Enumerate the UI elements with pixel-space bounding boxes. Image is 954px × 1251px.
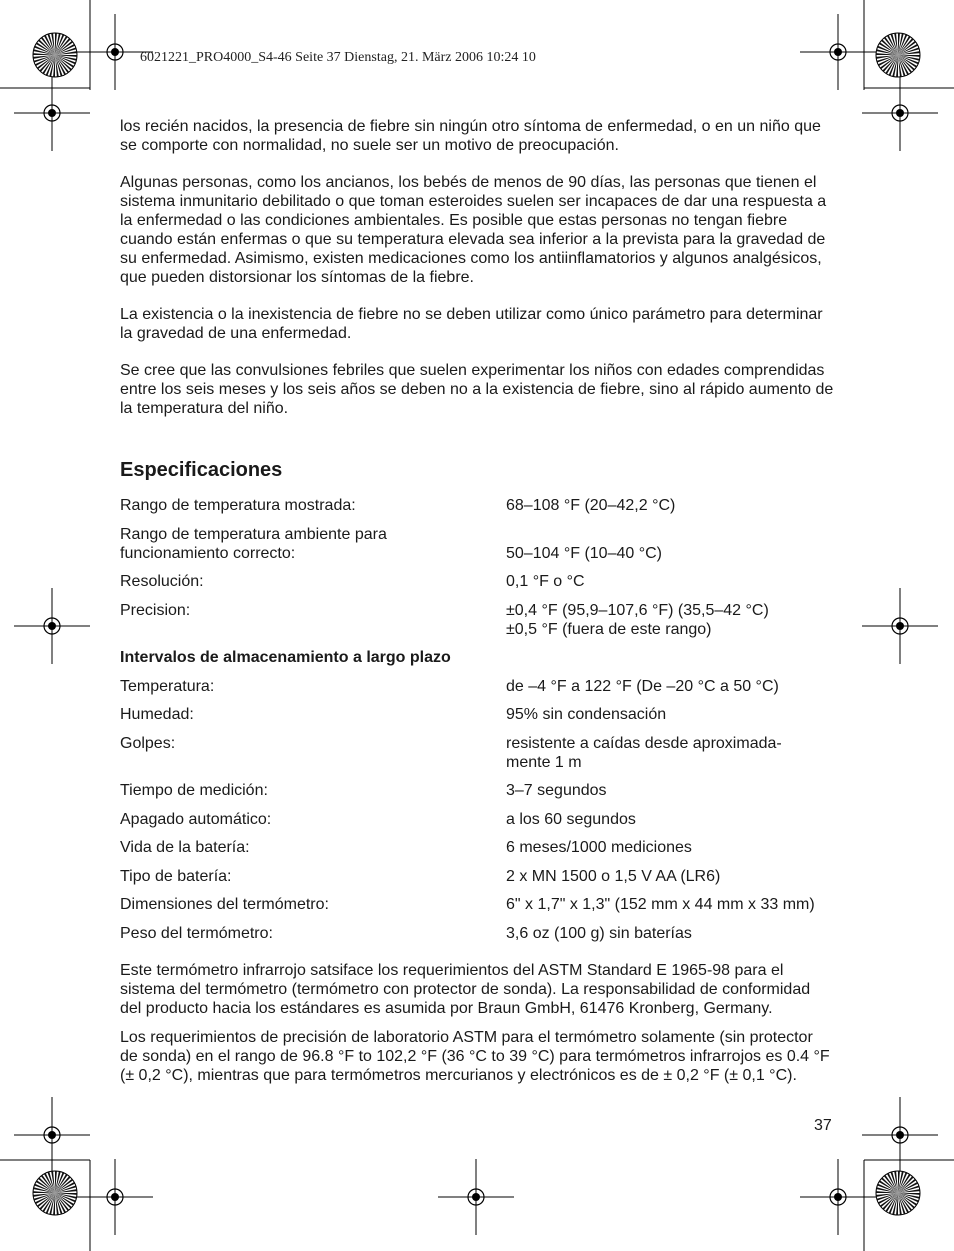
spec-label: Precision: bbox=[120, 601, 191, 619]
spec-label: Peso del termómetro: bbox=[120, 924, 273, 942]
spec-row bbox=[120, 677, 834, 696]
spec-row bbox=[120, 781, 834, 800]
spec-row bbox=[120, 810, 834, 829]
color-starburst-icon bbox=[33, 1171, 77, 1215]
spec-label: Apagado automático: bbox=[120, 810, 272, 828]
spec-row bbox=[120, 525, 834, 563]
spec-row bbox=[120, 895, 834, 914]
registration-crosshair-icon bbox=[14, 75, 90, 151]
intro-paragraph-3: La existencia o la inexistencia de fiebre no se deben utilizar como único parámetro para determinar la gravedad de una enfermedad. bbox=[120, 306, 823, 342]
spec-value: resistente a caídas desde aproximada- mente 1 m bbox=[506, 734, 782, 771]
registration-crosshair-icon bbox=[77, 1159, 153, 1235]
registration-crosshair-icon bbox=[862, 1097, 938, 1173]
spec-value: 68–108 °F (20–42,2 °C) bbox=[506, 497, 676, 514]
storage-subheading: Intervalos de almacenamiento a largo plazo bbox=[120, 649, 451, 666]
spec-value: 2 x MN 1500 o 1,5 V AA (LR6) bbox=[506, 867, 721, 885]
spec-row bbox=[120, 705, 834, 724]
registration-crosshair-icon bbox=[800, 1159, 876, 1235]
spec-value: 95% sin condensación bbox=[506, 706, 667, 723]
spec-value: 3,6 oz (100 g) sin baterías bbox=[506, 924, 692, 942]
spec-value: 0,1 °F o °C bbox=[506, 573, 585, 590]
page-content bbox=[120, 117, 834, 1095]
spec-row bbox=[120, 601, 834, 639]
registration-crosshair-icon bbox=[800, 14, 876, 90]
spec-label: Tipo de batería: bbox=[120, 867, 232, 885]
spec-label: Golpes: bbox=[120, 734, 176, 752]
spec-label: Tiempo de medición: bbox=[120, 782, 268, 799]
registration-crosshair-icon bbox=[14, 1097, 90, 1173]
spec-label: Rango de temperatura ambiente para funcionamiento correcto: bbox=[120, 525, 387, 562]
page-number: 37 bbox=[814, 1117, 832, 1134]
spec-value: ±0,4 °F (95,9–107,6 °F) (35,5–42 °C) ±0,5 °F (fuera de este rango) bbox=[506, 601, 769, 638]
registration-crosshair-icon bbox=[862, 75, 938, 151]
color-starburst-icon bbox=[33, 33, 77, 77]
color-starburst-icon bbox=[876, 33, 920, 77]
spec-value: 6 meses/1000 mediciones bbox=[506, 839, 692, 856]
spec-label: Humedad: bbox=[120, 706, 194, 723]
spec-label: Resolución: bbox=[120, 573, 204, 590]
spec-row bbox=[120, 924, 834, 943]
intro-paragraph-2: Algunas personas, como los ancianos, los bebés de menos de 90 días, las personas que tienen el sistema inmunitario debilitado o que toman esteroides suelen ser incapaces de dar una respuesta a la enfermedad o las condiciones ambientales. Es posible que estas personas no tengan fiebre cuando están enfermas o que su temperatura elevada sea inferior a la prevista para la gravedad de su enfermedad. Asimismo, existen medicaciones como los antiinflamatorios y algunos analgésicos, que pueden distorsionar los síntomas de la fiebre. bbox=[120, 174, 827, 286]
registration-crosshair-icon bbox=[862, 588, 938, 664]
spec-row bbox=[120, 838, 834, 857]
print-slug: 6021221_PRO4000_S4-46 Seite 37 Dienstag, 21. März 2006 10:24 10 bbox=[140, 50, 536, 65]
spec-label: Dimensiones del termómetro: bbox=[120, 896, 329, 913]
spec-row bbox=[120, 496, 834, 515]
spec-label: Rango de temperatura mostrada: bbox=[120, 497, 356, 514]
spec-value: 6" x 1,7" x 1,3" (152 mm x 44 mm x 33 mm) bbox=[506, 896, 815, 913]
spec-label: Temperatura: bbox=[120, 677, 215, 695]
color-starburst-icon bbox=[876, 1171, 920, 1215]
specs-table bbox=[120, 496, 834, 943]
astm-paragraph-2: Los requerimientos de precisión de laboratorio ASTM para el termómetro solamente (sin protector de sonda) en el rango de 96.8 °F to 102,2 °F (36 °C to 39 °C) para termómetros infrarrojos es 0.4 °F (± 0,2 °C), mientras que para termómetros mercurianos y electrónicos es de ± 0,2 °F (± 0,1 °C). bbox=[120, 1028, 830, 1084]
intro-paragraph-4: Se cree que las convulsiones febriles que suelen experimentar los niños con edades comprendidas entre los seis meses y los seis años se deben no a la existencia de fiebre, sino al rápido aumento de la temperatura del niño. bbox=[120, 362, 834, 417]
registration-crosshair-icon bbox=[14, 588, 90, 664]
spec-label: Vida de la batería: bbox=[120, 839, 250, 856]
spec-row bbox=[120, 734, 834, 772]
registration-crosshair-icon bbox=[438, 1159, 514, 1235]
specs-heading: Especificaciones bbox=[120, 459, 283, 481]
spec-row bbox=[120, 572, 834, 591]
intro-paragraph-1: los recién nacidos, la presencia de fiebre sin ningún otro síntoma de enfermedad, o en un niño que se comporte con normalidad, no suele ser un motivo de preocupación. bbox=[120, 118, 821, 154]
spec-row bbox=[120, 867, 834, 886]
spec-value: de –4 °F a 122 °F (De –20 °C a 50 °C) bbox=[506, 677, 779, 695]
astm-paragraph-1: Este termómetro infrarrojo satsiface los requerimientos del ASTM Standard E 1965-98 para el sistema del termómetro (termómetro con protector de sonda). La responsabilidad de conformidad del producto hacia los estándares es asumida por Braun GmbH, 61476 Kronberg, Germany. bbox=[120, 961, 811, 1017]
spec-value: 50–104 °F (10–40 °C) bbox=[506, 544, 662, 562]
spec-value: 3–7 segundos bbox=[506, 782, 607, 799]
spec-value: a los 60 segundos bbox=[506, 810, 636, 828]
